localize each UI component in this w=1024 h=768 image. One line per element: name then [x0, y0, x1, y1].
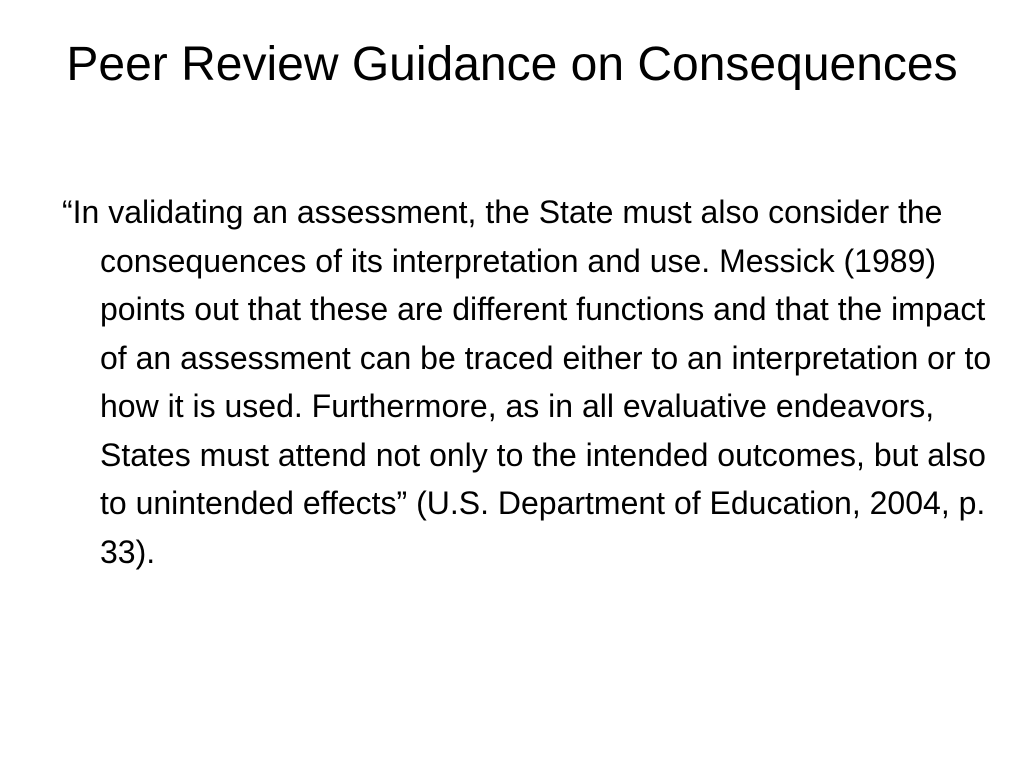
- slide-title: Peer Review Guidance on Consequences: [66, 38, 958, 91]
- slide-body-quote: “In validating an assessment, the State must also consider the consequences of its interpretation and use. Messick (1989) points out that these are different functions and that the impact of an assessment can be traced either to an interpretation or to how it is used. Furthermore, as in all evaluative endeavors, States must attend not only to the intended outcomes, but also to unintended effects” (U.S. Department of Education, 2004, p. 33).: [62, 194, 992, 570]
